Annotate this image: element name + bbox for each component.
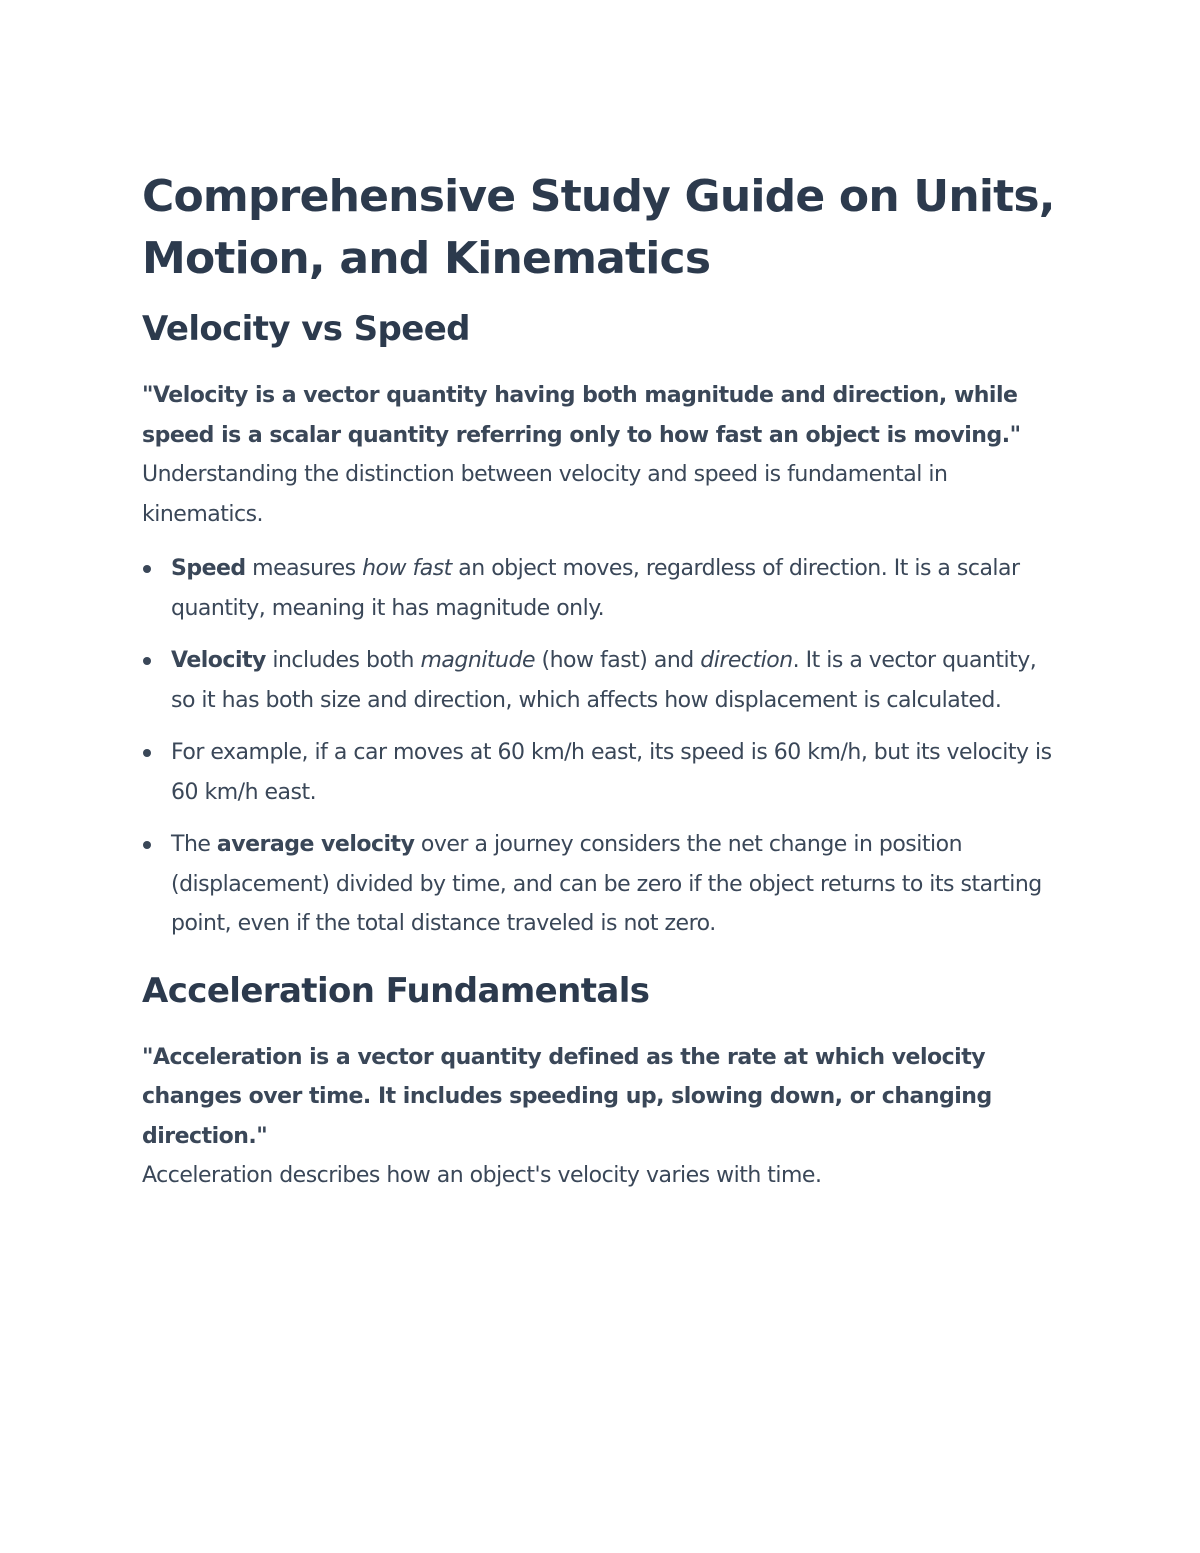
section-heading-acceleration-fundamentals: Acceleration Fundamentals — [142, 970, 650, 1011]
list-item-velocity — [142, 641, 1060, 720]
list-item-text: . It is a vector quantity, so it has both size and direction, which affects how displacement is calculated. — [171, 648, 1037, 713]
term-velocity: Velocity — [171, 648, 266, 673]
list-item-text: (how fast) and — [535, 648, 701, 673]
list-item-text: measures — [245, 556, 363, 581]
list-item-text: over a journey considers the net change in position (displacement) divided by time, and can be zero if the object returns to its starting point, even if the total distance traveled is not zero. — [171, 832, 1042, 936]
velocity-intro-paragraph: Understanding the distinction between velocity and speed is fundamental in kinematics. — [142, 462, 948, 527]
list-item-text: includes both — [265, 648, 421, 673]
velocity-bullet-list — [142, 549, 1060, 944]
list-item-text: The — [171, 832, 217, 857]
acceleration-intro-paragraph: Acceleration describes how an object's velocity varies with time. — [142, 1163, 822, 1188]
list-item-speed — [142, 549, 1060, 628]
emphasis-magnitude: magnitude — [420, 648, 536, 673]
emphasis-how-fast: how fast — [362, 556, 452, 581]
term-speed: Speed — [171, 556, 246, 581]
acceleration-definition-quote: "Acceleration is a vector quantity defined as the rate at which velocity changes over time. It includes speeding up, slowing down, or changing direction." — [142, 1044, 992, 1149]
list-item-text: an object moves, regardless of direction. It is a scalar quantity, meaning it has magnitude only. — [171, 556, 1020, 621]
emphasis-direction: direction — [700, 648, 793, 673]
document-title: Comprehensive Study Guide on Units, Motion, and Kinematics — [142, 171, 1055, 284]
list-item-average-velocity — [142, 825, 1060, 944]
velocity-definition-quote: "Velocity is a vector quantity having both magnitude and direction, while speed is a scalar quantity referring only to how fast an object is moving." — [142, 383, 1021, 448]
list-item-text: For example, if a car moves at 60 km/h east, its speed is 60 km/h, but its velocity is 60 km/h east. — [171, 740, 1052, 805]
term-average-velocity: average velocity — [216, 832, 415, 857]
section-heading-velocity-vs-speed: Velocity vs Speed — [142, 309, 470, 349]
list-item-example — [142, 733, 1060, 812]
